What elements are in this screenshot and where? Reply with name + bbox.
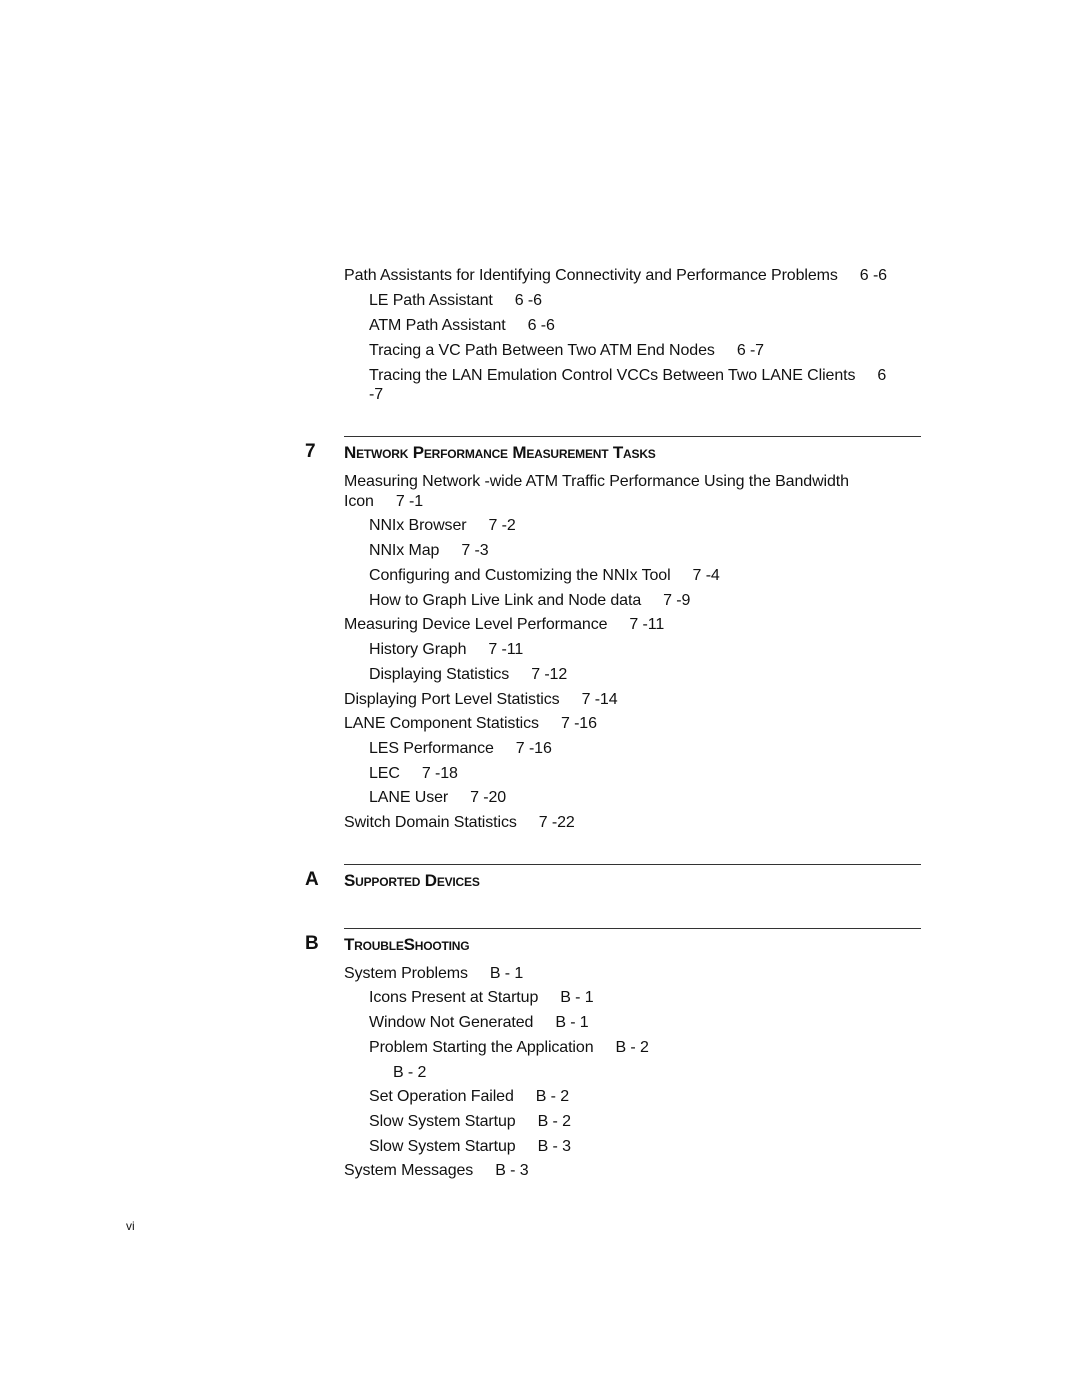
toc-entry[interactable] [369, 1137, 571, 1157]
toc-page-number: 7 -2 [488, 517, 516, 534]
toc-entry-text: Displaying Statistics [369, 666, 510, 683]
toc-page-number: 7 -12 [531, 666, 568, 683]
toc-entry[interactable] [344, 615, 664, 635]
toc-page-number: B - 1 [560, 989, 594, 1006]
toc-page-number: B - 1 [555, 1014, 589, 1031]
toc-page-number: B - 3 [537, 1138, 571, 1155]
toc-entry-text: Switch Domain Statistics [344, 814, 517, 831]
toc-entry-text: Tracing a VC Path Between Two ATM End Nodes [369, 342, 715, 359]
toc-entry[interactable] [369, 341, 764, 361]
toc-entry[interactable] [369, 1112, 571, 1132]
toc-page-number: 7 -18 [421, 765, 458, 782]
toc-page-number: 7 -16 [515, 740, 552, 757]
toc-entry[interactable] [369, 1038, 649, 1058]
toc-entry[interactable] [344, 1161, 529, 1181]
toc-page-number: 6 -6 [859, 267, 887, 284]
toc-entry-text: Window Not Generated [369, 1014, 534, 1031]
toc-entry[interactable] [344, 690, 618, 710]
toc-page-number: B - 2 [535, 1088, 570, 1105]
toc-entry[interactable] [344, 266, 887, 286]
toc-entry-text: LANE Component Statistics [344, 715, 539, 732]
toc-page-number: B - 2 [393, 1064, 427, 1081]
toc-page-number: 6 [877, 367, 887, 384]
chapter-title[interactable]: Network Performance Measurement Tasks [344, 443, 656, 462]
toc-page-number: B - 3 [495, 1162, 529, 1179]
toc-page-number: B - 2 [537, 1113, 571, 1130]
appendix-rule [344, 864, 921, 865]
toc-entry-text: How to Graph Live Link and Node data [369, 592, 642, 609]
appendix-title[interactable]: TroubleShooting [344, 935, 470, 954]
toc-entry-text: Measuring Device Level Performance [344, 616, 608, 633]
toc-entry[interactable] [369, 788, 506, 808]
toc-page-number: 7 -22 [538, 814, 575, 831]
toc-page-number: 6 -6 [527, 317, 555, 334]
toc-entry[interactable] [369, 516, 516, 536]
toc-entry[interactable] [344, 472, 849, 492]
toc-page-number: 7 -11 [488, 641, 524, 658]
page-folio: vi [126, 1219, 135, 1233]
toc-page-number: 6 -7 [736, 342, 764, 359]
toc-entry-text: LES Performance [369, 740, 494, 757]
toc-entry-text: Slow System Startup [369, 1138, 516, 1155]
toc-entry[interactable] [369, 291, 542, 311]
chapter-number: 7 [305, 441, 316, 462]
appendix-rule [344, 928, 921, 929]
toc-entry-text: LEC [369, 765, 400, 782]
toc-entry[interactable] [344, 964, 523, 984]
toc-entry-text: System Problems [344, 965, 468, 982]
toc-entry-text: LE Path Assistant [369, 292, 493, 309]
toc-entry-text: Displaying Port Level Statistics [344, 691, 560, 708]
toc-page-number: 7 -9 [663, 592, 691, 609]
appendix-title[interactable]: Supported Devices [344, 871, 480, 890]
toc-page-number: 6 -6 [514, 292, 542, 309]
toc-entry[interactable] [369, 566, 720, 586]
toc-entry-text: Tracing the LAN Emulation Control VCCs Between Two LANE Clients [369, 367, 856, 384]
toc-entry-text: LANE User [369, 789, 449, 806]
toc-entry[interactable] [369, 1087, 569, 1107]
toc-page-number: 7 -1 [395, 493, 424, 510]
chapter-rule [344, 436, 921, 437]
toc-entry[interactable] [369, 764, 458, 784]
toc-entry-text: Icon [344, 493, 374, 510]
toc-entry-text: Slow System Startup [369, 1113, 516, 1130]
toc-entry-text: Set Operation Failed [369, 1088, 514, 1105]
toc-entry-text: ATM Path Assistant [369, 317, 506, 334]
toc-entry[interactable] [369, 988, 594, 1008]
toc-page-number: 7 -11 [629, 616, 665, 633]
toc-entry-text: Problem Starting the Application [369, 1039, 594, 1056]
appendix-letter: A [305, 869, 319, 890]
toc-entry-text: Icons Present at Startup [369, 989, 539, 1006]
toc-entry[interactable] [344, 714, 597, 734]
toc-entry[interactable] [393, 1063, 426, 1083]
toc-entry-text: NNIx Map [369, 542, 440, 559]
toc-entry-text: History Graph [369, 641, 467, 658]
toc-entry[interactable] [369, 665, 567, 685]
toc-entry[interactable] [369, 366, 886, 386]
toc-entry[interactable] [369, 640, 523, 660]
toc-page-number: B - 1 [489, 965, 524, 982]
toc-page-number: 7 -4 [692, 567, 720, 584]
appendix-letter: B [305, 933, 319, 954]
toc-entry-continued[interactable] [344, 492, 423, 512]
toc-page-number: 7 -14 [581, 691, 618, 708]
toc-entry-text: Path Assistants for Identifying Connectivity and Performance Problems [344, 267, 838, 284]
toc-entry-text: Measuring Network -wide ATM Traffic Performance Using the Bandwidth [344, 473, 849, 490]
toc-entry[interactable] [369, 316, 555, 336]
toc-page-number: B - 2 [615, 1039, 649, 1056]
toc-page-number: 7 -3 [461, 542, 489, 559]
toc-entry[interactable] [369, 541, 489, 561]
toc-entry-text: Configuring and Customizing the NNIx Tool [369, 567, 671, 584]
toc-entry[interactable] [369, 591, 690, 611]
toc-entry-text: System Messages [344, 1162, 474, 1179]
toc-page-number: 7 -16 [560, 715, 597, 732]
toc-entry[interactable] [369, 739, 552, 759]
toc-page-number: 7 -20 [470, 789, 507, 806]
toc-entry[interactable] [369, 1013, 589, 1033]
toc-page-number-continued: -7 [369, 386, 384, 403]
toc-entry-text: NNIx Browser [369, 517, 467, 534]
toc-entry[interactable] [344, 813, 575, 833]
